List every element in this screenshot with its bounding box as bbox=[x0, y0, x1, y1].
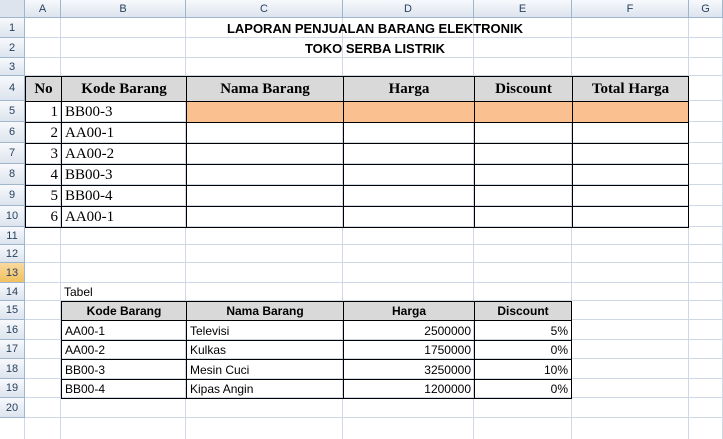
main-table-no[interactable]: 2 bbox=[25, 122, 62, 144]
row-header-20[interactable]: 20 bbox=[0, 398, 25, 418]
main-table-harga-cell[interactable] bbox=[343, 122, 475, 144]
main-table-discount-cell[interactable] bbox=[474, 101, 573, 123]
main-table-no[interactable]: 5 bbox=[25, 185, 62, 207]
main-table-header[interactable]: Kode Barang bbox=[61, 76, 187, 102]
main-table-total-cell[interactable] bbox=[572, 122, 689, 144]
main-table-no[interactable]: 3 bbox=[25, 143, 62, 165]
ref-table-header[interactable]: Harga bbox=[343, 301, 475, 321]
row-header-4[interactable]: 4 bbox=[0, 76, 25, 101]
ref-table-header[interactable]: Nama Barang bbox=[186, 301, 344, 321]
main-table-nama-cell[interactable] bbox=[186, 164, 344, 186]
main-table-header[interactable]: Harga bbox=[343, 76, 475, 102]
main-table-nama-cell[interactable] bbox=[186, 185, 344, 207]
main-table-discount-cell[interactable] bbox=[474, 122, 573, 144]
main-table-harga-cell[interactable] bbox=[343, 185, 475, 207]
main-table-kode[interactable]: AA00-1 bbox=[61, 122, 187, 144]
column-header-G[interactable]: G bbox=[689, 0, 723, 18]
ref-table-harga[interactable]: 3250000 bbox=[343, 359, 475, 380]
row-header-2[interactable]: 2 bbox=[0, 38, 25, 58]
main-table-total-cell[interactable] bbox=[572, 164, 689, 186]
ref-table-discount[interactable]: 10% bbox=[474, 359, 572, 380]
ref-table-header[interactable]: Kode Barang bbox=[61, 301, 187, 321]
ref-table-label[interactable]: Tabel bbox=[64, 285, 93, 299]
row-header-5[interactable]: 5 bbox=[0, 101, 25, 122]
ref-table-nama[interactable]: Kipas Angin bbox=[186, 379, 344, 399]
row-header-16[interactable]: 16 bbox=[0, 320, 25, 340]
main-table-nama-cell[interactable] bbox=[186, 143, 344, 165]
ref-table-kode[interactable]: BB00-3 bbox=[61, 359, 187, 380]
main-table-kode[interactable]: BB00-3 bbox=[61, 101, 187, 123]
ref-table-discount[interactable]: 0% bbox=[474, 379, 572, 399]
column-header-C[interactable]: C bbox=[186, 0, 343, 18]
main-table-kode[interactable]: BB00-3 bbox=[61, 164, 187, 186]
gridline bbox=[25, 262, 723, 263]
ref-table-kode[interactable]: AA00-1 bbox=[61, 320, 187, 341]
main-table-header[interactable]: No bbox=[25, 76, 62, 102]
main-table-nama-cell[interactable] bbox=[186, 122, 344, 144]
row-header-12[interactable]: 12 bbox=[0, 245, 25, 263]
column-header-E[interactable]: E bbox=[474, 0, 572, 18]
main-table-total-cell[interactable] bbox=[572, 185, 689, 207]
main-table-discount-cell[interactable] bbox=[474, 206, 573, 228]
main-table-kode[interactable]: BB00-4 bbox=[61, 185, 187, 207]
report-title[interactable]: LAPORAN PENJUALAN BARANG ELEKTRONIK bbox=[226, 20, 524, 36]
row-header-6[interactable]: 6 bbox=[0, 122, 25, 143]
main-table-header[interactable]: Nama Barang bbox=[186, 76, 344, 102]
row-header-11[interactable]: 11 bbox=[0, 227, 25, 245]
main-table-discount-cell[interactable] bbox=[474, 185, 573, 207]
main-table-harga-cell[interactable] bbox=[343, 206, 475, 228]
select-all-corner[interactable] bbox=[0, 0, 25, 18]
row-header-1[interactable]: 1 bbox=[0, 18, 25, 38]
ref-table-discount[interactable]: 5% bbox=[474, 320, 572, 341]
main-table-harga-cell[interactable] bbox=[343, 101, 475, 123]
main-table-total-cell[interactable] bbox=[572, 143, 689, 165]
ref-table-nama[interactable]: Televisi bbox=[186, 320, 344, 341]
gridline bbox=[25, 417, 723, 418]
column-header-D[interactable]: D bbox=[343, 0, 474, 18]
main-table-nama-cell[interactable] bbox=[186, 206, 344, 228]
main-table-kode[interactable]: AA00-2 bbox=[61, 143, 187, 165]
row-header-8[interactable]: 8 bbox=[0, 164, 25, 185]
ref-table-nama[interactable]: Mesin Cuci bbox=[186, 359, 344, 380]
column-header-F[interactable]: F bbox=[572, 0, 689, 18]
gridline bbox=[25, 244, 723, 245]
row-header-18[interactable]: 18 bbox=[0, 359, 25, 379]
ref-table-harga[interactable]: 1750000 bbox=[343, 340, 475, 360]
row-header-19[interactable]: 19 bbox=[0, 379, 25, 398]
row-header-15[interactable]: 15 bbox=[0, 301, 25, 320]
main-table-total-cell[interactable] bbox=[572, 206, 689, 228]
main-table-total-cell[interactable] bbox=[572, 101, 689, 123]
column-header-A[interactable]: A bbox=[25, 0, 61, 18]
ref-table-harga[interactable]: 1200000 bbox=[343, 379, 475, 399]
main-table-header[interactable]: Total Harga bbox=[572, 76, 689, 102]
ref-table-nama[interactable]: Kulkas bbox=[186, 340, 344, 360]
main-table-header[interactable]: Discount bbox=[474, 76, 573, 102]
ref-table-discount[interactable]: 0% bbox=[474, 340, 572, 360]
main-table-discount-cell[interactable] bbox=[474, 164, 573, 186]
main-table-nama-cell[interactable] bbox=[186, 101, 344, 123]
main-table-no[interactable]: 6 bbox=[25, 206, 62, 228]
ref-table-kode[interactable]: BB00-4 bbox=[61, 379, 187, 399]
main-table-no[interactable]: 4 bbox=[25, 164, 62, 186]
ref-table-harga[interactable]: 2500000 bbox=[343, 320, 475, 341]
main-table-kode[interactable]: AA00-1 bbox=[61, 206, 187, 228]
main-table-harga-cell[interactable] bbox=[343, 164, 475, 186]
ref-table-kode[interactable]: AA00-2 bbox=[61, 340, 187, 360]
main-table-harga-cell[interactable] bbox=[343, 143, 475, 165]
main-table-discount-cell[interactable] bbox=[474, 143, 573, 165]
row-header-7[interactable]: 7 bbox=[0, 143, 25, 164]
row-header-9[interactable]: 9 bbox=[0, 185, 25, 206]
row-header-10[interactable]: 10 bbox=[0, 206, 25, 227]
main-table-no[interactable]: 1 bbox=[25, 101, 62, 123]
report-subtitle[interactable]: TOKO SERBA LISTRIK bbox=[304, 40, 446, 56]
row-header-13[interactable]: 13 bbox=[0, 263, 25, 283]
row-header-14[interactable]: 14 bbox=[0, 283, 25, 301]
column-header-B[interactable]: B bbox=[61, 0, 186, 18]
row-header-17[interactable]: 17 bbox=[0, 340, 25, 359]
ref-table-header[interactable]: Discount bbox=[474, 301, 572, 321]
row-header-3[interactable]: 3 bbox=[0, 58, 25, 76]
